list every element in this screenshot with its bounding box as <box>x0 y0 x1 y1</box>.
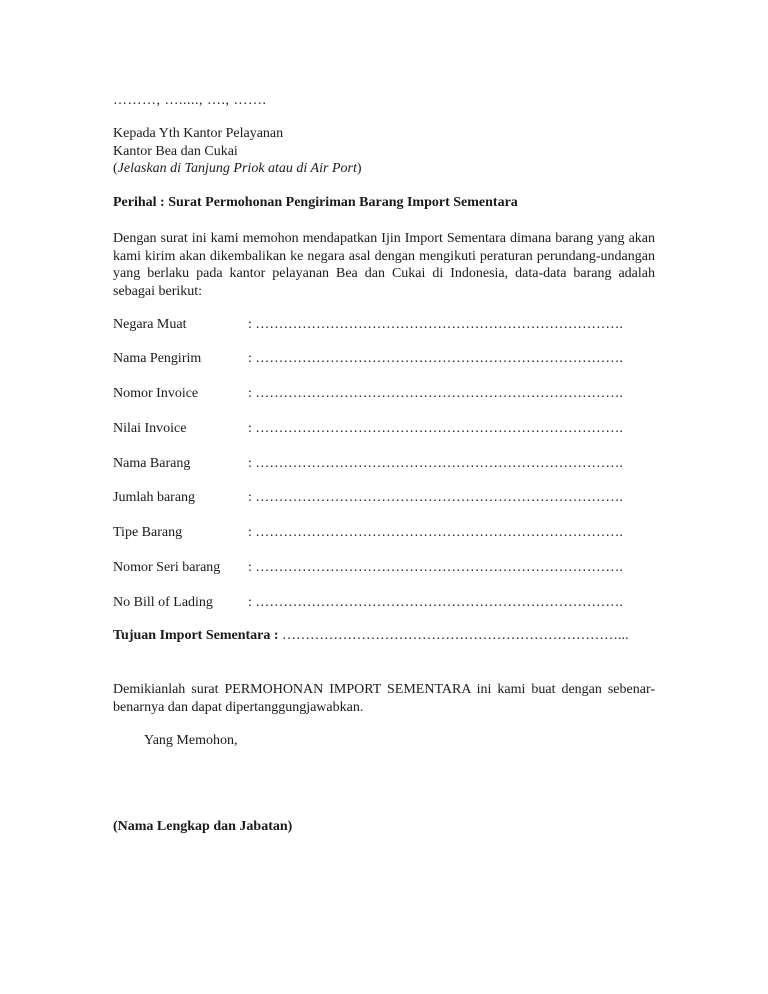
field-value: : ……………………………………………………………………. <box>248 456 623 471</box>
field-label: Jumlah barang <box>113 490 196 505</box>
field-value: : ……………………………………………………………………. <box>248 490 623 505</box>
purpose-label: Tujuan Import Sementara : <box>113 628 279 643</box>
field-no-bill-of-lading <box>113 595 655 613</box>
field-label: Nama Barang <box>113 456 191 471</box>
field-nomor-seri-barang <box>113 560 655 578</box>
recipient-line-1: Kepada Yth Kantor Pelayanan <box>113 126 284 141</box>
purpose-line <box>113 628 629 644</box>
field-nomor-invoice <box>113 386 655 404</box>
field-label: Nomor Invoice <box>113 386 199 401</box>
intro-paragraph: Dengan surat ini kami memohon mendapatkan Ijin Import Sementara dimana barang yang akan kami kirim akan dikembalikan ke negara asal dengan mengikuti peraturan perundang-undangan yang berlaku pada kantor pelayanan Bea dan Cukai di Indonesia, data-data barang adalah sebagai berikut: <box>113 231 655 299</box>
signoff: Yang Memohon, <box>144 733 238 748</box>
purpose-value: ………………………………………………………………... <box>278 628 629 643</box>
field-label: No Bill of Lading <box>113 595 213 610</box>
field-value: : ……………………………………………………………………. <box>248 317 623 332</box>
recipient-block <box>113 125 362 178</box>
recipient-note-close: ) <box>356 161 362 176</box>
field-label: Nama Pengirim <box>113 351 202 366</box>
date-line: ………, …....., …., ……. <box>113 93 267 108</box>
field-value: : ……………………………………………………………………. <box>248 386 623 401</box>
field-value: : ……………………………………………………………………. <box>248 560 623 575</box>
field-label: Nilai Invoice <box>113 421 187 436</box>
field-value: : ……………………………………………………………………. <box>248 351 623 366</box>
field-value: : ……………………………………………………………………. <box>248 525 623 540</box>
recipient-line-2: Kantor Bea dan Cukai <box>113 143 238 159</box>
field-value: : ……………………………………………………………………. <box>248 595 623 610</box>
recipient-note-open: ( <box>113 161 118 176</box>
recipient-note <box>113 160 362 178</box>
field-label: Tipe Barang <box>113 525 183 540</box>
field-value: : ……………………………………………………………………. <box>248 421 623 436</box>
field-negara-muat <box>113 317 655 335</box>
field-nama-barang <box>113 456 655 474</box>
signature-placeholder: (Nama Lengkap dan Jabatan) <box>113 819 293 834</box>
field-label: Negara Muat <box>113 317 187 332</box>
closing-paragraph: Demikianlah surat PERMOHONAN IMPORT SEMENTARA ini kami buat dengan sebenar-benarnya dan dapat dipertanggungjawabkan. <box>113 682 655 715</box>
letter-subject: Perihal : Surat Permohonan Pengiriman Barang Import Sementara <box>113 195 518 210</box>
recipient-note-text: Jelaskan di Tanjung Priok atau di Air Port <box>117 161 357 176</box>
field-nilai-invoice <box>113 421 655 439</box>
field-nama-pengirim <box>113 351 655 369</box>
field-label: Nomor Seri barang <box>113 560 221 575</box>
field-tipe-barang <box>113 525 655 543</box>
field-jumlah-barang <box>113 490 655 508</box>
